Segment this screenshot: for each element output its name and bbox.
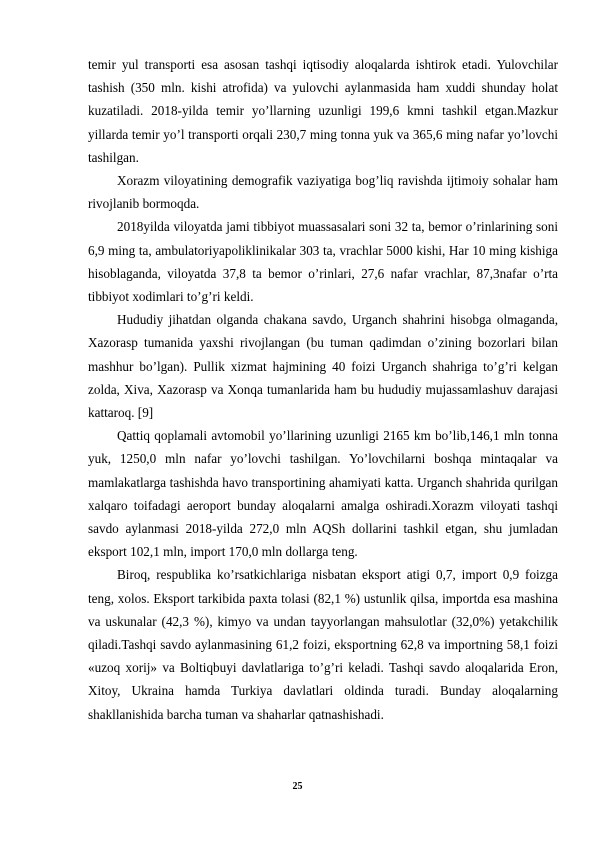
paragraph: Xorazm viloyatining demografik vaziyatiga bog’liq ravishda ijtimoiy sohalar ham rivojlanib bormoqda. [88,173,558,212]
paragraph: 2018yilda viloyatda jami tibbiyot muassasalari soni 32 ta, bemor o’rinlarining soni 6,9 ming ta, ambulatoriyapoliklinikalar 303 ta, vrachlar 5000 kishi, Har 10 ming kishiga hisoblaganda, viloyatda 37,8 ta bemor o’rinlari, 27,6 nafar vrachlar, 87,3nafar o’rta tibbiyot xodimlari to’g’ri keldi. [88,219,558,305]
page-number: 25 [292,781,303,792]
paragraph: Hududiy jihatdan olganda chakana savdo, Urganch shahrini hisobga olmaganda, Xazorasp tumanida yaxshi rivojlangan (bu tuman qadimdan o’zining bozorlari bilan mashhur bo’lgan). Pullik xizmat hajmining 40 foizi Urganch shahriga to’g’ri kelgan zolda, Xiva, Xazorasp va Xonqa tumanlarida ham bu hududiy mujassamlashuv darajasi kattaroq. [9] [88,312,558,421]
paragraph: Qattiq qoplamali avtomobil yo’llarining uzunligi 2165 km bo’lib,146,1 mln tonna yuk, 1250,0 mln nafar yo’lovchi tashilgan. Yo’lovchilarni boshqa mintaqalar va mamlakatlarga tashishda havo transportining ahamiyati katta. Urganch shahrida qurilgan xalqaro toifadagi aeroport bunday aloqalarni amalga oshiradi.Xorazm viloyati tashqi savdo aylanmasi 2018-yilda 272,0 mln AQSh dollarini tashkil etgan, shu jumladan eksport 102,1 mln, import 170,0 mln dollarga teng. [88,428,558,560]
paragraph: temir yul transporti esa asosan tashqi iqtisodiy aloqalarda ishtirok etadi. Yulovchilar tashish (350 mln. kishi atrofida) va yulovchi aylanmasida ham xuddi shunday holat kuzatiladi. 2018-yilda temir yo’llarning uzunligi 199,6 kmni tashkil etgan.Mazkur yillarda temir yo’l transporti orqali 230,7 ming tonna yuk va 365,6 ming nafar yo’lovchi tashilgan. [88,57,558,165]
document-body [88,53,558,726]
paragraph: Biroq, respublika ko’rsatkichlariga nisbatan eksport atigi 0,7, import 0,9 foizga teng, xolos. Eksport tarkibida paxta tolasi (82,1 %) ustunlik qilsa, importda esa mashina va uskunalar (42,3 %), kimyo va undan tayyorlangan mahsulotlar (32,0%) yetakchilik qiladi.Tashqi savdo aylanmasining 61,2 foizi, eksportning 62,8 va importning 58,1 foizi «uzoq xorij» va Boltiqbuyi davlatlariga to’g’ri keladi. Tashqi savdo aloqalarida Eron, Xitoy, Ukraina hamda Turkiya davlatlari oldinda turadi. Bunday aloqalarning shakllanishida barcha tuman va shaharlar qatnashishadi. [88,567,558,722]
